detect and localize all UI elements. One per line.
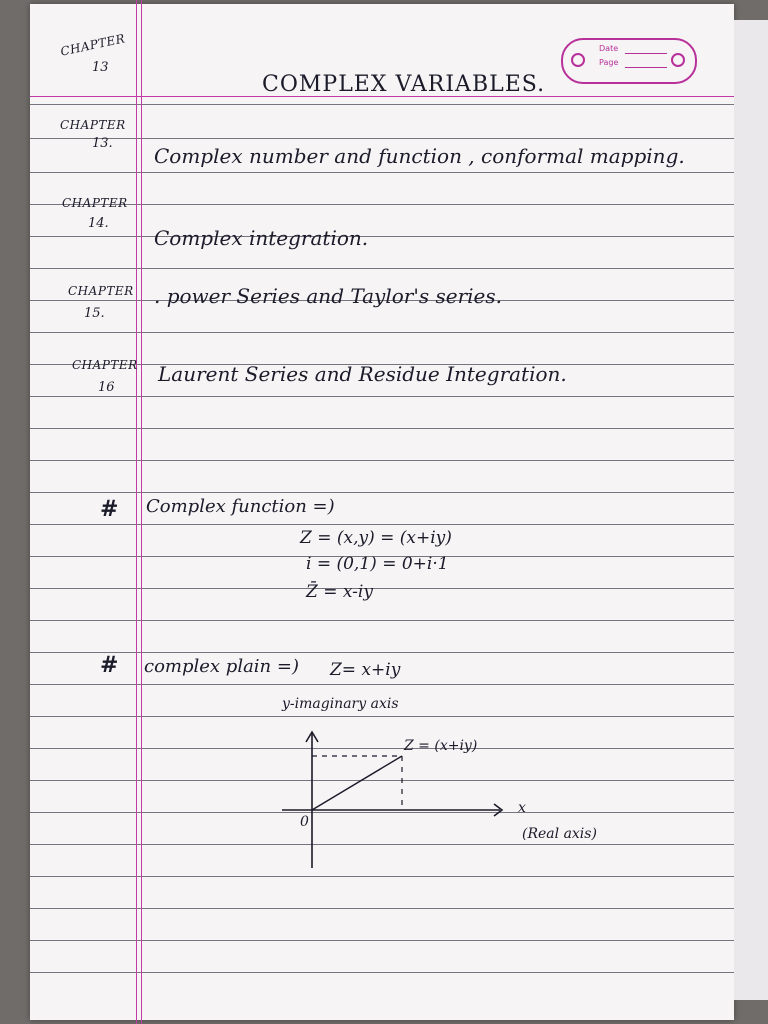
section-heading: complex plain =) xyxy=(144,656,299,677)
section-heading: Complex function =) xyxy=(146,496,335,517)
chapter-number: 15. xyxy=(84,306,105,321)
stamp-ring-icon xyxy=(671,53,685,67)
equation: Z̄ = x-iy xyxy=(306,582,373,602)
margin-line xyxy=(141,0,142,1024)
chapter-label: CHAPTER xyxy=(68,284,134,298)
date-page-stamp xyxy=(561,38,697,84)
stamp-date-label: Date xyxy=(599,44,619,53)
stamp-date-line xyxy=(625,53,667,54)
chapter-label: CHAPTER xyxy=(72,358,138,372)
chapter-number: 14. xyxy=(88,216,109,231)
chapter-title: . power Series and Taylor's series. xyxy=(154,284,502,308)
chapter-label: CHAPTER xyxy=(60,118,126,132)
header-chapter-number: 13 xyxy=(92,60,109,75)
vector-line xyxy=(312,756,402,810)
x-axis-symbol: x xyxy=(518,800,526,816)
stamp-page-line xyxy=(625,67,667,68)
y-axis-label: y-imaginary axis xyxy=(282,696,399,712)
margin-line xyxy=(136,0,137,1024)
stamp-page-label: Page xyxy=(599,58,619,67)
header-chapter-label: CHAPTER xyxy=(59,31,127,59)
x-axis-label: (Real axis) xyxy=(522,826,597,842)
next-page-edge xyxy=(734,20,768,1000)
complex-plane-diagram xyxy=(270,720,530,880)
stamp-ring-icon xyxy=(571,53,585,67)
section-marker: # xyxy=(100,652,119,678)
chapter-title: Complex integration. xyxy=(154,226,369,250)
equation: Z = (x,y) = (x+iy) xyxy=(300,528,452,548)
point-label: Z = (x+iy) xyxy=(404,738,478,754)
origin-label: 0 xyxy=(300,814,309,830)
page-title: COMPLEX VARIABLES. xyxy=(262,72,546,97)
chapter-title: Complex number and function , conformal mapping. xyxy=(154,144,685,168)
equation: Z= x+iy xyxy=(330,660,401,680)
equation: i = (0,1) = 0+i·1 xyxy=(306,554,449,574)
section-marker: # xyxy=(100,496,119,522)
chapter-label: CHAPTER xyxy=(62,196,128,210)
chapter-title: Laurent Series and Residue Integration. xyxy=(158,362,567,386)
chapter-number: 16 xyxy=(98,380,115,395)
chapter-number: 13. xyxy=(92,136,113,151)
